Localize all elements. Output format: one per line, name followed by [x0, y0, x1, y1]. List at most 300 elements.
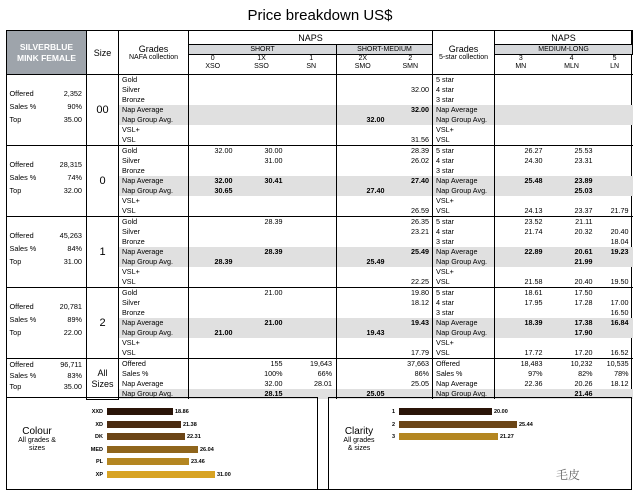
col-code: MLN [564, 63, 579, 70]
cell: 28.15 [237, 389, 287, 399]
cell [287, 257, 337, 267]
cell [287, 308, 337, 318]
cell [337, 318, 389, 328]
clarity-label: Clarity [344, 426, 374, 437]
cell [237, 338, 287, 348]
clarity-sub-2: & sizes [347, 445, 371, 452]
cell: 21.99 [547, 257, 597, 267]
cell [597, 328, 633, 338]
stat-value: 83% [67, 371, 82, 380]
cell: Silver [122, 227, 140, 236]
stat-value: 31.00 [63, 257, 82, 266]
cell [237, 348, 287, 358]
cell: Bronze [122, 166, 145, 175]
cell: 19.43 [337, 328, 389, 338]
stat-label: Offered [9, 302, 34, 311]
cell: Nap Group Avg. [119, 257, 188, 267]
size-block-row [7, 217, 633, 288]
stat-value: 45,263 [59, 231, 82, 240]
cell: VSL+ [122, 125, 140, 134]
value-column [237, 75, 287, 146]
cell [237, 135, 287, 145]
value-column [287, 75, 337, 146]
brand-line-2: MINK FEMALE [16, 52, 77, 63]
cell: 26.02 [411, 156, 430, 165]
cell [337, 247, 389, 257]
cell: 5 star [436, 217, 455, 226]
colour-label-box [7, 426, 67, 453]
col-num: 1X [257, 55, 266, 62]
value-column [237, 217, 287, 288]
cell [189, 125, 237, 135]
cell [547, 95, 597, 105]
cell [189, 166, 237, 176]
col-smn [389, 55, 433, 75]
cell: 3 star [436, 237, 455, 246]
cell: 32.00 [411, 85, 430, 94]
value-column [495, 288, 547, 359]
cell: 3 star [436, 166, 455, 175]
stat-label: Top [9, 328, 22, 337]
clarity-panel [328, 397, 632, 490]
cell [495, 125, 547, 135]
col-num: 2 [408, 55, 413, 62]
grade-labels [119, 288, 189, 359]
cell [495, 267, 547, 277]
cell: Bronze [122, 237, 145, 246]
cell [287, 125, 337, 135]
cell: 19.80 [411, 288, 430, 297]
cell: 18.61 [524, 288, 543, 297]
col-code: SMN [402, 63, 419, 70]
cell: 31.00 [264, 156, 283, 165]
stat-label: Sales % [9, 315, 37, 324]
clarity-bar-row [391, 421, 640, 429]
cell: 22.25 [411, 277, 430, 286]
block-stats [7, 288, 87, 359]
cell [597, 217, 633, 227]
cell [237, 166, 287, 176]
cell: 5 star [436, 288, 455, 297]
col-num: 2X [358, 55, 368, 62]
cell: 24.30 [524, 156, 543, 165]
cell [597, 196, 633, 206]
cell [389, 308, 433, 318]
cell [495, 257, 547, 267]
cell: Nap Average [119, 176, 188, 186]
cell [337, 176, 389, 186]
cell [597, 156, 633, 166]
cell: Nap Average [436, 379, 478, 388]
cell [287, 85, 337, 95]
cell: Nap Average [433, 247, 494, 257]
clarity-bar [399, 433, 498, 440]
cell: 20.32 [574, 227, 593, 236]
colour-bar [107, 408, 173, 415]
cell [287, 196, 337, 206]
size-value: 2 [87, 288, 119, 359]
naps-left-header: NAPS [189, 31, 433, 45]
cell: VSL [122, 277, 136, 286]
cell: 23.52 [524, 217, 543, 226]
cell [287, 75, 337, 85]
value-column [547, 217, 597, 288]
stat-label: Offered [9, 360, 34, 369]
cell [337, 277, 389, 287]
cell: 22.36 [524, 379, 543, 388]
stat-row [10, 115, 83, 128]
cell [337, 196, 389, 206]
cell [389, 257, 433, 267]
cell [287, 186, 337, 196]
block-stats [7, 217, 87, 288]
grades-left-title: Grades [138, 43, 169, 54]
cell: 30.41 [237, 176, 287, 186]
stat-row [10, 160, 83, 173]
value-column [495, 359, 547, 400]
col-code: SSO [254, 63, 269, 70]
cell: Nap Average [122, 379, 164, 388]
cell: Nap Group Avg. [433, 389, 494, 399]
col-num: 0 [210, 55, 215, 62]
all-sizes-label [87, 359, 119, 400]
cell [495, 328, 547, 338]
colour-bar-label: DK [95, 434, 103, 440]
clarity-bar [399, 421, 517, 428]
cell: 25.03 [547, 186, 597, 196]
cell: 5 star [436, 146, 455, 155]
value-column [547, 75, 597, 146]
cell [189, 277, 237, 287]
cell: Nap Group Avg. [433, 328, 494, 338]
value-column [287, 217, 337, 288]
cell [287, 105, 337, 115]
cell [189, 227, 237, 237]
cell [237, 115, 287, 125]
cell: 32.00 [337, 115, 389, 125]
cell [189, 217, 237, 227]
cell: 25.48 [495, 176, 547, 186]
value-column [389, 359, 433, 400]
col-ln [597, 55, 633, 75]
cell [547, 338, 597, 348]
cell: VSL+ [122, 338, 140, 347]
value-column [337, 75, 389, 146]
value-column [389, 75, 433, 146]
cell [495, 85, 547, 95]
all-sizes-block [7, 359, 633, 400]
cell [495, 115, 547, 125]
cell [189, 115, 237, 125]
cell: 18.04 [610, 237, 629, 246]
cell [337, 85, 389, 95]
stat-row [10, 382, 83, 393]
cell: 28.39 [411, 146, 430, 155]
cell [597, 95, 633, 105]
colour-bar-value: 21.38 [183, 421, 197, 428]
value-column [597, 288, 633, 359]
cell: 25.05 [411, 379, 430, 388]
stat-value: 32.00 [63, 186, 82, 195]
colour-sub-2: sizes [29, 445, 45, 452]
cell: 3 star [436, 308, 455, 317]
col-code: SMO [354, 63, 371, 70]
cell: Nap Group Avg. [119, 115, 188, 125]
cell [597, 146, 633, 156]
cell: 28.01 [314, 379, 332, 388]
cell: 86% [414, 369, 430, 378]
size-block-row [7, 75, 633, 146]
cell [189, 338, 237, 348]
cell [337, 338, 389, 348]
size-value: 00 [87, 75, 119, 146]
col-mn [495, 55, 547, 75]
cell [597, 267, 633, 277]
value-column [547, 146, 597, 217]
cell: 28.39 [189, 257, 237, 267]
colour-bar-value: 31.00 [217, 471, 231, 478]
cell: Nap Group Avg. [119, 389, 188, 399]
cell [337, 206, 389, 216]
cell [597, 75, 633, 85]
cell [287, 277, 337, 287]
stat-row [10, 186, 83, 199]
cell: 32.00 [214, 146, 233, 155]
cell: 25.49 [389, 247, 433, 257]
stat-value: 35.00 [63, 115, 82, 124]
stat-value: 96,711 [60, 360, 82, 369]
cell: Nap Group Avg. [119, 186, 188, 196]
colour-bar [107, 458, 189, 465]
clarity-bar-label: 3 [391, 434, 395, 440]
cell [237, 95, 287, 105]
cell: Nap Group Avg. [119, 328, 188, 338]
cell: 66% [317, 369, 332, 378]
cell: VSL+ [436, 196, 454, 205]
cell: 10,535 [606, 359, 629, 368]
stat-row [10, 244, 83, 257]
col-num: 1 [309, 55, 314, 62]
cell: 26.27 [524, 146, 543, 155]
cell [287, 237, 337, 247]
cell [337, 379, 389, 389]
stat-label: Top [9, 186, 22, 195]
cell [547, 135, 597, 145]
stat-row [10, 328, 83, 341]
size-value: 1 [87, 217, 119, 288]
cell: 20.61 [547, 247, 597, 257]
cell [337, 359, 389, 369]
cell [597, 105, 633, 115]
cell [189, 196, 237, 206]
cell [337, 298, 389, 308]
cell: Gold [122, 75, 138, 84]
value-column [597, 75, 633, 146]
cell [189, 135, 237, 145]
col-num: 5 [612, 55, 617, 62]
cell: 37,663 [407, 359, 430, 368]
stat-value: 20,781 [59, 302, 82, 311]
clarity-bar-label: 1 [391, 409, 395, 415]
cell [389, 166, 433, 176]
cell: 22.89 [495, 247, 547, 257]
cell [547, 308, 597, 318]
clarity-bar-value: 20.00 [494, 409, 508, 415]
cell: 25.53 [574, 146, 593, 155]
stat-label: Top [9, 257, 22, 266]
cell [597, 288, 633, 298]
col-code: XSO [205, 63, 221, 70]
cell [237, 257, 287, 267]
colour-label: Colour [22, 426, 52, 437]
cell: VSL [122, 206, 136, 215]
cell [389, 75, 433, 85]
value-column [389, 217, 433, 288]
cell: 97% [528, 369, 543, 378]
cell: Nap Average [433, 318, 494, 328]
all-right-labels [433, 359, 495, 400]
grades-right-sub: 5-star collection [439, 53, 489, 61]
cell [337, 237, 389, 247]
cell: 20.40 [610, 227, 629, 236]
col-mln [547, 55, 597, 75]
cell: 16.50 [610, 308, 629, 317]
cell [287, 95, 337, 105]
cell: 21.00 [189, 328, 237, 338]
cell: 32.00 [264, 379, 283, 388]
all-stats [7, 359, 87, 400]
clarity-bar-label: 2 [391, 421, 395, 428]
cell: Nap Group Avg. [433, 186, 494, 196]
cell [287, 206, 337, 216]
cell [547, 237, 597, 247]
cell: Silver [122, 156, 140, 165]
cell: 18.12 [411, 298, 430, 307]
stat-label: Offered [9, 160, 34, 169]
cell: 23.89 [547, 176, 597, 186]
cell: Silver [122, 85, 140, 94]
value-column [547, 288, 597, 359]
stat-row [10, 173, 83, 186]
col-num: 4 [569, 55, 574, 62]
cell [337, 348, 389, 358]
cell [287, 338, 337, 348]
stat-value: 22.00 [63, 328, 82, 337]
cell: Gold [122, 146, 138, 155]
all-sizes-row [7, 359, 633, 400]
colour-bar-value: 18.86 [175, 409, 189, 415]
cell: 24.13 [524, 206, 543, 215]
cell: 21.00 [264, 288, 283, 297]
cell [337, 166, 389, 176]
grades-left-header [119, 31, 189, 75]
star-labels [433, 288, 495, 359]
stat-value: 89% [67, 315, 82, 324]
value-column [389, 288, 433, 359]
colour-bar-label: PL [95, 459, 103, 465]
cell: 21.58 [524, 277, 543, 286]
cell [597, 176, 633, 186]
watermark-text: 毛皮 [556, 468, 581, 482]
value-column [495, 217, 547, 288]
colour-bar-chart [90, 408, 307, 488]
cell: 4 star [436, 298, 455, 307]
cell [495, 186, 547, 196]
brand-header [7, 31, 87, 75]
cell: 32.00 [189, 176, 237, 186]
cell [389, 267, 433, 277]
cell [189, 206, 237, 216]
brand-line-1: SILVERBLUE [19, 41, 74, 52]
cell: 17.79 [411, 348, 430, 357]
cell [237, 298, 287, 308]
cell: VSL [436, 135, 450, 144]
cell: 16.84 [597, 318, 633, 328]
colour-bar [107, 471, 215, 478]
grade-labels [119, 75, 189, 146]
cell [547, 196, 597, 206]
cell [287, 247, 337, 257]
grades-left-sub: NAFA collection [128, 53, 179, 61]
cell: Sales % [436, 369, 463, 378]
stat-row [10, 315, 83, 328]
value-column [337, 359, 389, 400]
grade-labels [119, 217, 189, 288]
col-code: SN [306, 63, 317, 70]
stat-row [10, 360, 83, 371]
cell: VSL+ [436, 125, 454, 134]
value-column [547, 359, 597, 400]
cell [287, 288, 337, 298]
cell [389, 125, 433, 135]
cell [389, 328, 433, 338]
cell [287, 135, 337, 145]
value-column [337, 288, 389, 359]
clarity-bar [399, 408, 492, 415]
stat-value: 90% [67, 102, 82, 111]
colour-bar-value: 26.04 [200, 446, 214, 453]
stat-label: Sales % [9, 102, 37, 111]
cell [189, 348, 237, 358]
stat-row [10, 371, 83, 382]
colour-bar [107, 446, 198, 453]
cell [495, 196, 547, 206]
cell: VSL [436, 206, 450, 215]
cell [287, 176, 337, 186]
cell: 20.26 [574, 379, 593, 388]
value-column [189, 75, 237, 146]
value-column [287, 146, 337, 217]
cell: 17.20 [574, 348, 593, 357]
cell: Sales % [122, 369, 149, 378]
col-smo [337, 55, 389, 75]
cell: 18,483 [520, 359, 543, 368]
cell [547, 125, 597, 135]
cell [237, 196, 287, 206]
cell [337, 267, 389, 277]
cell: VSL+ [122, 196, 140, 205]
cell: 78% [614, 369, 629, 378]
cell: 25.05 [337, 389, 389, 399]
value-column [495, 146, 547, 217]
cell [189, 379, 237, 389]
cell [495, 237, 547, 247]
cell [337, 95, 389, 105]
cell: Offered [122, 359, 146, 368]
value-column [389, 146, 433, 217]
cell [237, 206, 287, 216]
stat-row [10, 89, 83, 102]
